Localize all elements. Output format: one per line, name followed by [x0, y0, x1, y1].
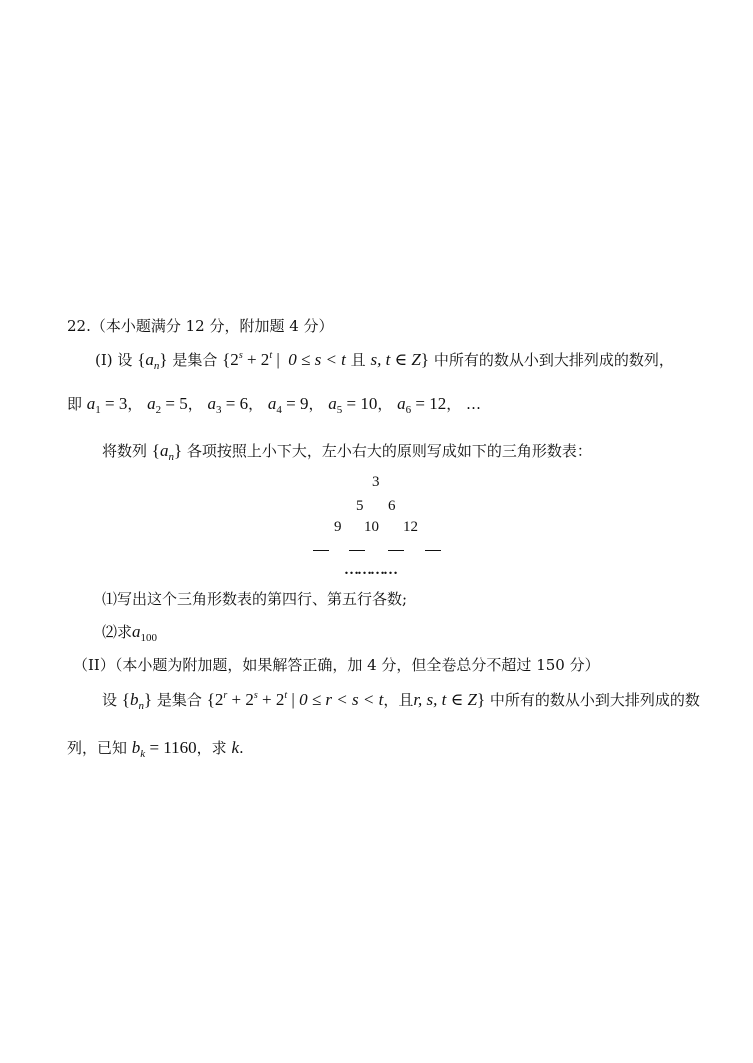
tri-r1-c1: 3 [372, 474, 380, 490]
seq-a-braces: $\{a_n\}$ [137, 350, 168, 372]
tri-r4-blank-3 [388, 550, 404, 551]
part2-header: （II）（本小题为附加题，如果解答正确，加 4 分，但全卷总分不超过 150 分） [73, 656, 600, 674]
term-a6: $a_6 = 12$ [397, 394, 447, 416]
tri-r4-blank-4 [425, 550, 441, 551]
part1-intro: (I) 设 $\{a_n\}$ 是集合 {$2^s + 2^t$ | 0 ≤ s < t 且 s, t ∈ Z} 中所有的数从小到大排列成的数列， [95, 350, 674, 372]
tri-r4-blank-1 [313, 550, 329, 551]
set-expression-2: {$2^r + 2^s + 2^t$ | 0 ≤ r < s < t [206, 690, 384, 709]
tri-r3-c3: 12 [403, 519, 418, 535]
term-a4: $a_4 = 9$ [267, 394, 309, 416]
term-a3: $a_3 = 6$ [207, 394, 249, 416]
term-a2: $a_2 = 5$ [147, 394, 188, 416]
triangle-intro: 将数列 $\{a_n\}$ 各项按照上小下大，左小右大的原则写成如下的三角形数表： [102, 441, 592, 463]
problem-header: 22.（本小题满分 12 分，附加题 4 分） [67, 317, 334, 335]
tri-dots: ………… [344, 562, 396, 578]
question-2: ⑵求$a_{100}$ [102, 622, 158, 644]
set-expression: {$2^s + 2^t$ | 0 ≤ s < t [222, 350, 346, 369]
sequence-terms: 即 $a_1 = 3$， $a_2 = 5$， $a_3 = 6$， $a_4 = 9$， $a_5 = 10$， $a_6 = 12$， … [67, 394, 482, 416]
tri-r3-c1: 9 [334, 519, 342, 535]
term-a1: $a_1 = 3$ [86, 394, 128, 416]
tri-r2-c1: 5 [356, 498, 364, 514]
term-a5: $a_5 = 10$ [328, 394, 378, 416]
part2-line2: 列，已知 $b_k = 1160$，求 k. [67, 738, 244, 760]
part1-label: (I) [95, 351, 113, 369]
part2-intro: 设 $\{b_n\}$ 是集合 {$2^r + 2^s + 2^t$ | 0 ≤ r < s < t，且r, s, t ∈ Z} 中所有的数从小到大排列成的数 [102, 690, 700, 712]
tri-r3-c2: 10 [364, 519, 379, 535]
tri-r2-c2: 6 [388, 498, 396, 514]
tri-r4-blank-2 [349, 550, 365, 551]
question-1: ⑴写出这个三角形数表的第四行、第五行各数; [102, 590, 408, 608]
